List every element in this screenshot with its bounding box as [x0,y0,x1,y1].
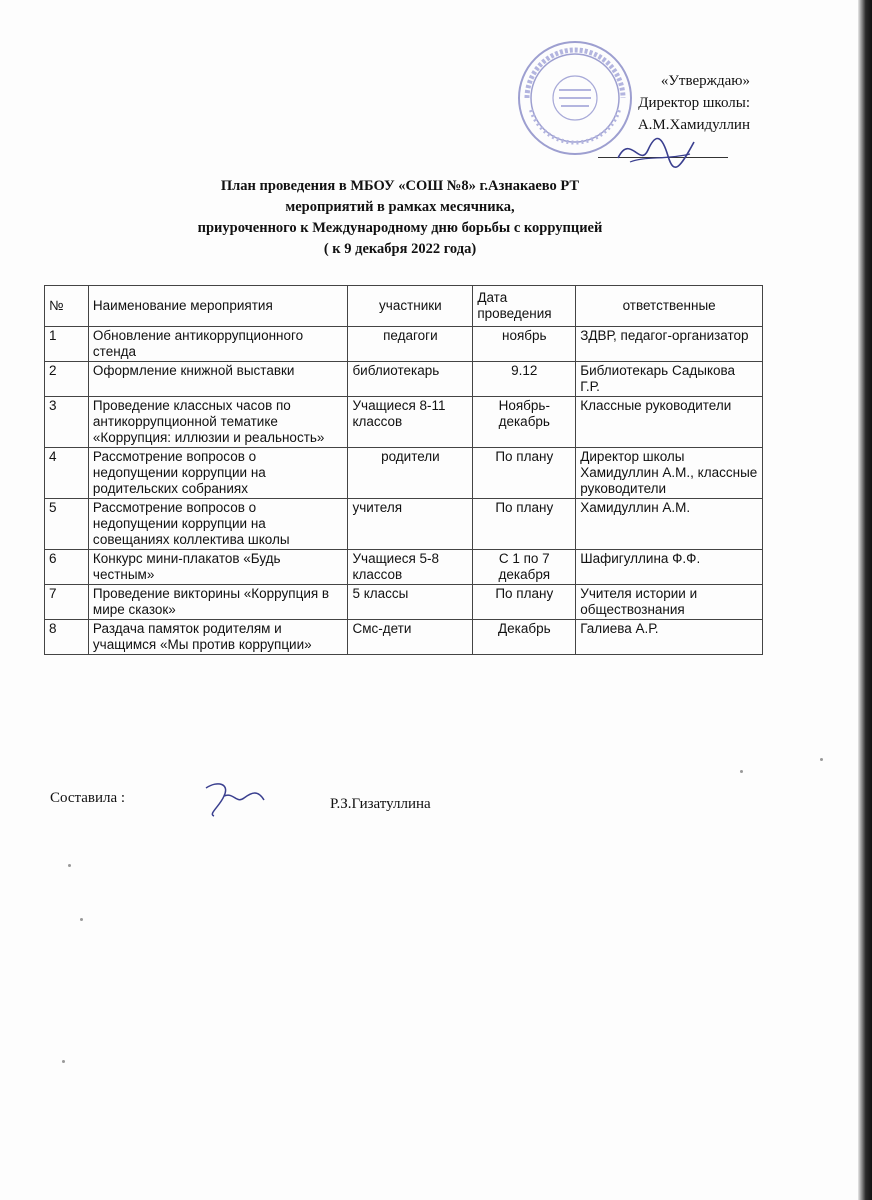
approval-position: Директор школы: [638,95,750,111]
compiled-by-label: Составила : [50,790,126,806]
scan-speck [820,758,823,761]
cell-responsible: Хамидуллин А.М. [576,499,763,550]
cell-responsible: Шафигуллина Ф.Ф. [576,550,763,585]
table-row [45,362,763,397]
cell-num: 6 [45,550,89,585]
cell-responsible: Классные руководители [576,397,763,448]
cell-participants: библиотекарь [348,362,473,397]
cell-date: Декабрь [473,620,576,655]
cell-name: Оформление книжной выставки [88,362,348,397]
cell-name: Рассмотрение вопросов о недопущении коррупции на родительских собраниях [88,448,348,499]
cell-num: 2 [45,362,89,397]
scan-speck [62,1060,65,1063]
cell-responsible: Учителя истории и обществознания [576,585,763,620]
cell-participants: Смс-дети [348,620,473,655]
table-row [45,397,763,448]
header-name: Наименование мероприятия [88,286,348,327]
cell-num: 4 [45,448,89,499]
cell-date: По плану [473,448,576,499]
table-row [45,585,763,620]
cell-responsible: Библиотекарь Садыкова Г.Р. [576,362,763,397]
cell-name: Конкурс мини-плакатов «Будь честным» [88,550,348,585]
scan-speck [740,770,743,773]
cell-responsible: ЗДВР, педагог-организатор [576,327,763,362]
cell-participants: учителя [348,499,473,550]
cell-date: 9.12 [473,362,576,397]
approval-block [590,70,750,136]
table-row [45,550,763,585]
cell-num: 7 [45,585,89,620]
approval-director-name: А.М.Хамидуллин [637,117,750,133]
cell-participants: педагоги [348,327,473,362]
title-line-2: мероприятий в рамках месячника, [285,199,515,215]
title-line-3: приуроченного к Международному дню борьбы с коррупцией [197,220,603,236]
events-table [44,285,763,655]
cell-participants: Учащиеся 5-8 классов [348,550,473,585]
cell-name: Проведение викторины «Коррупция в мире сказок» [88,585,348,620]
document-title [120,176,680,260]
cell-name: Рассмотрение вопросов о недопущении коррупции на совещаниях коллектива школы [88,499,348,550]
cell-participants: родители [348,448,473,499]
approval-title: «Утверждаю» [660,73,750,89]
scan-speck [68,864,71,867]
cell-participants: Учащиеся 8-11 классов [348,397,473,448]
cell-num: 1 [45,327,89,362]
title-line-4: ( к 9 декабря 2022 года) [323,241,477,257]
cell-name: Проведение классных часов по антикоррупционной тематике «Коррупция: иллюзии и реальность» [88,397,348,448]
table-row [45,499,763,550]
header-participants: участники [348,286,473,327]
header-responsible: ответственные [576,286,763,327]
header-date: Дата проведения [473,286,576,327]
table-row [45,620,763,655]
cell-participants: 5 классы [348,585,473,620]
compiled-by-name: Р.З.Гизатуллина [330,796,431,812]
cell-num: 3 [45,397,89,448]
table-header-row [45,286,763,327]
table-row [45,327,763,362]
cell-date: С 1 по 7 декабря [473,550,576,585]
cell-responsible: Галиева А.Р. [576,620,763,655]
header-num: № [45,286,89,327]
cell-date: ноябрь [473,327,576,362]
cell-date: По плану [473,585,576,620]
cell-name: Раздача памяток родителям и учащимся «Мы против коррупции» [88,620,348,655]
cell-date: По плану [473,499,576,550]
cell-num: 5 [45,499,89,550]
cell-responsible: Директор школы Хамидуллин А.М., классные руководители [576,448,763,499]
cell-num: 8 [45,620,89,655]
cell-name: Обновление антикоррупционного стенда [88,327,348,362]
director-signature [610,128,700,178]
title-line-1: План проведения в МБОУ «СОШ №8» г.Азнакаево РТ [220,178,580,194]
scan-edge [858,0,872,1200]
scan-speck [80,918,83,921]
cell-date: Ноябрь-декабрь [473,397,576,448]
compiler-signature [200,776,270,821]
table-row [45,448,763,499]
